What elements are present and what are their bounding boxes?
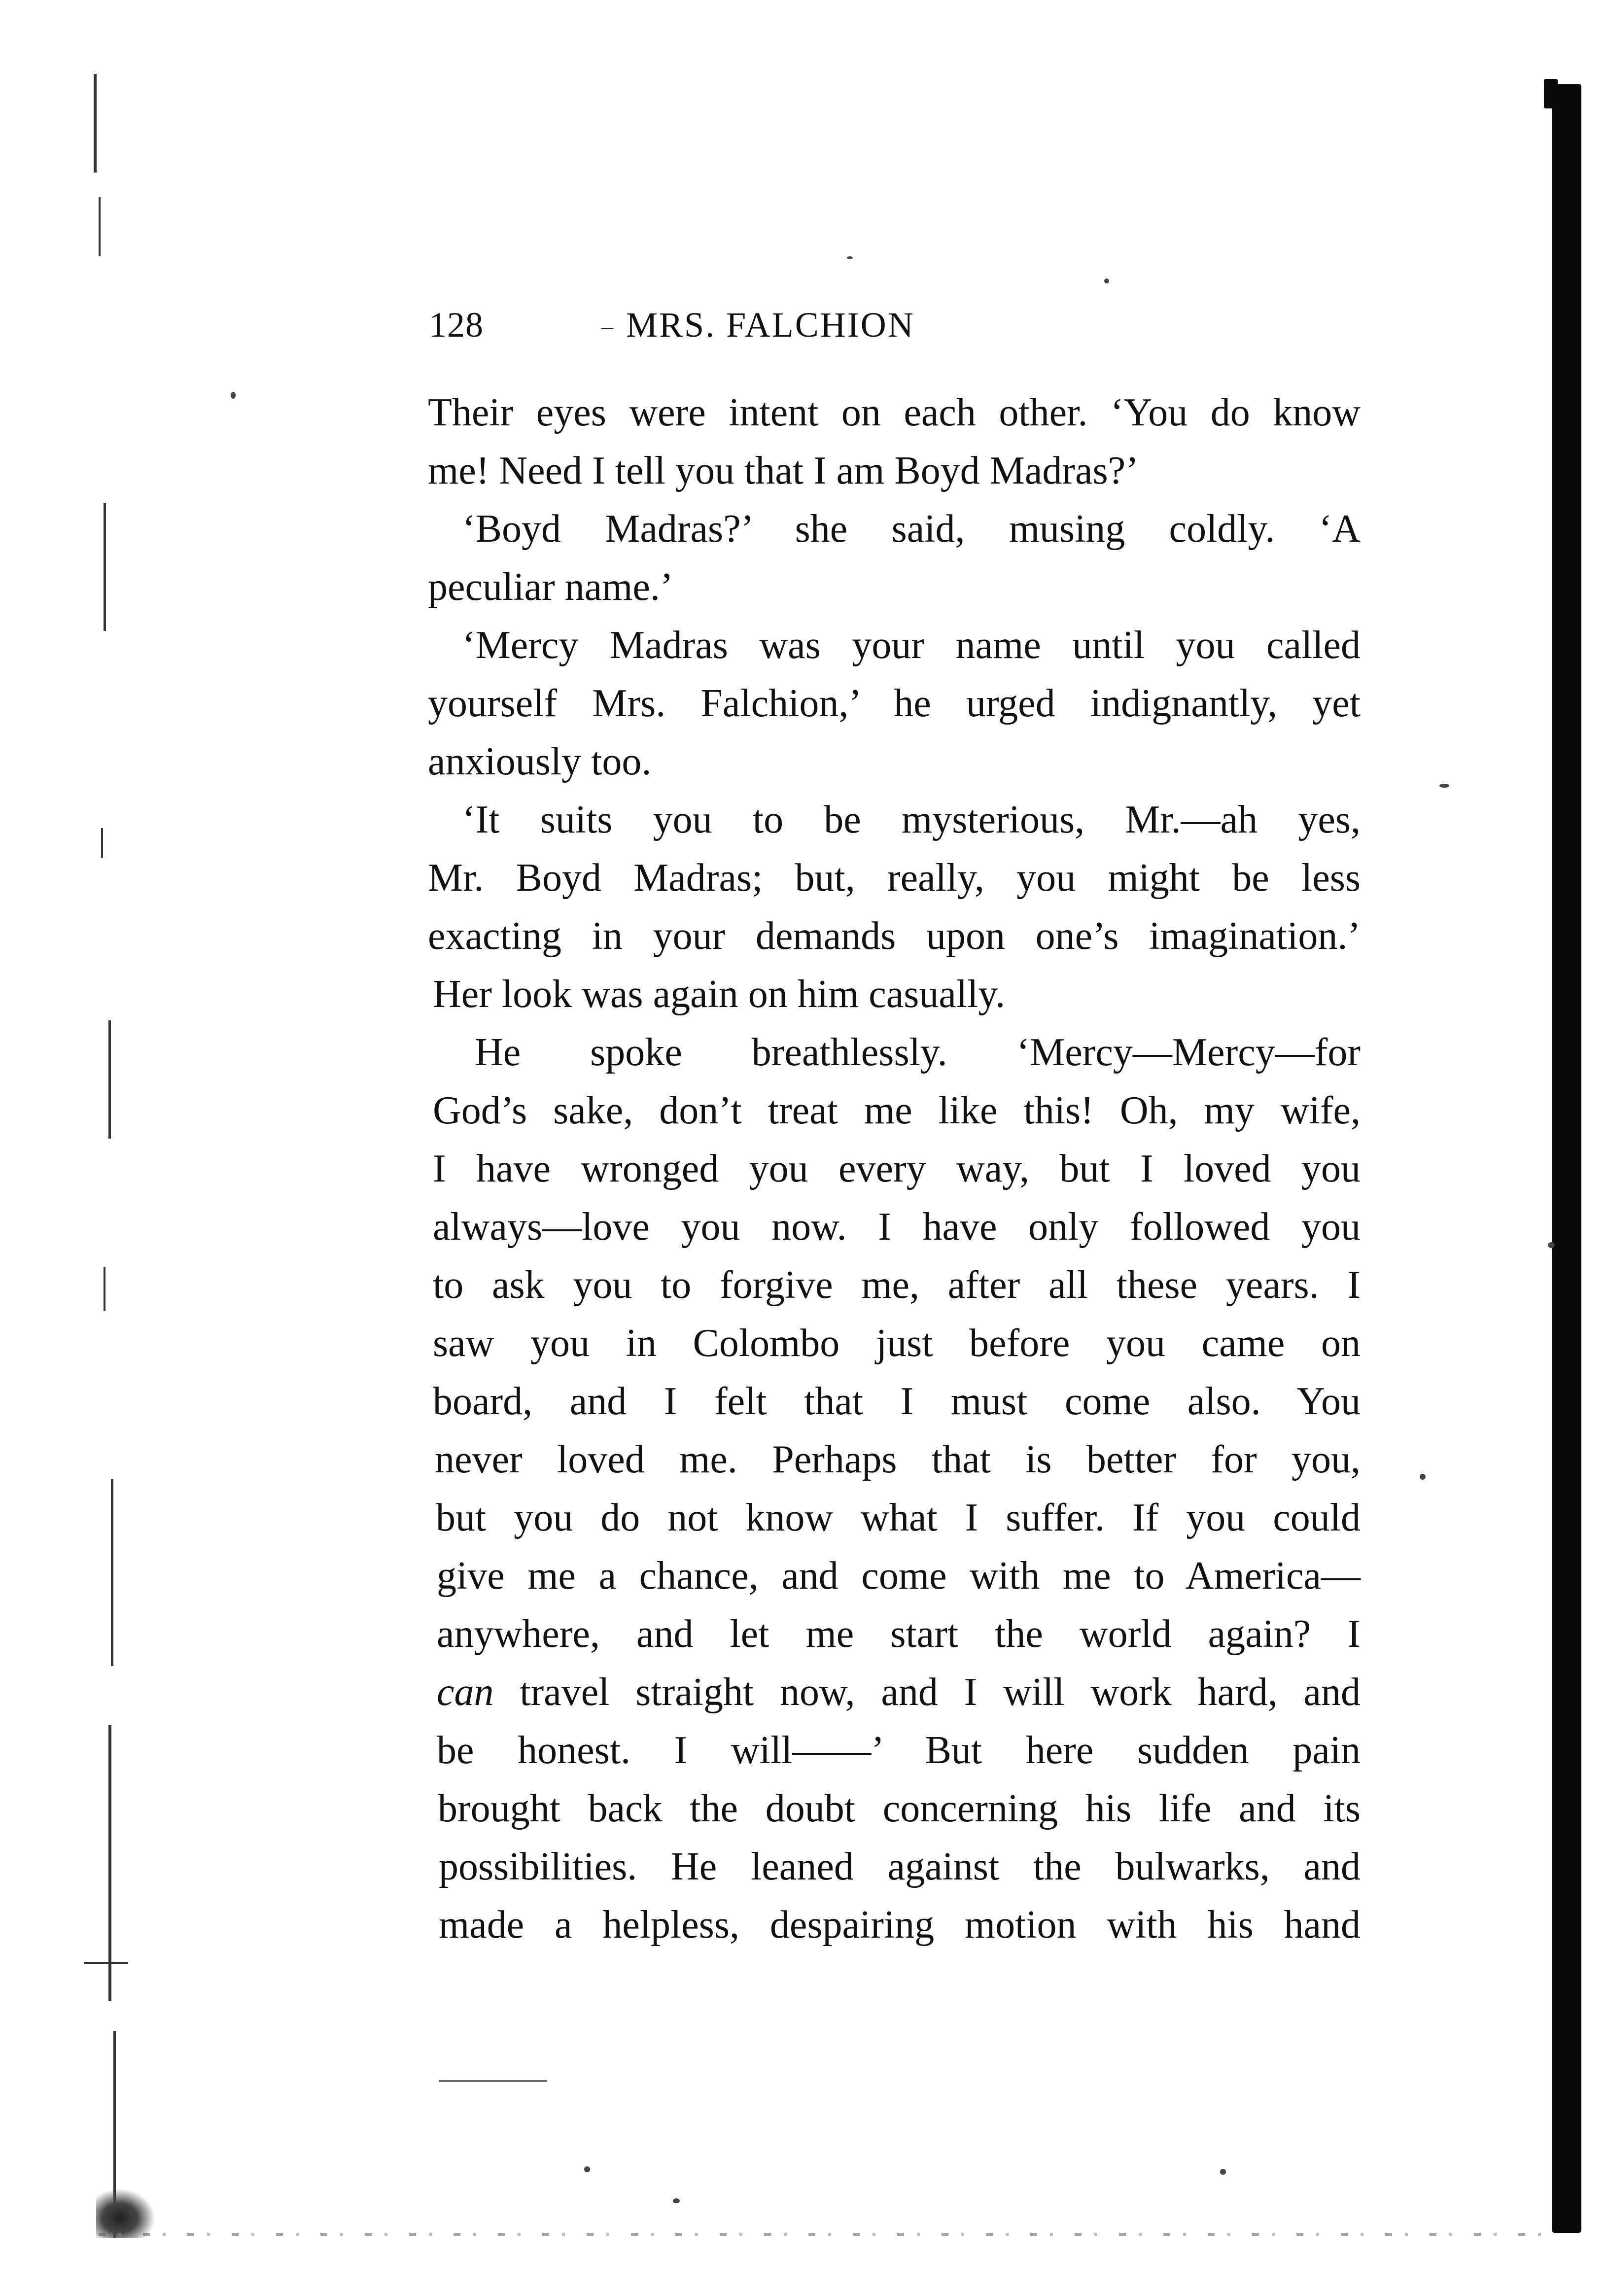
text-line: possibilities. He leaned against the bulwarks, and <box>439 1845 1361 1888</box>
speck <box>584 2166 590 2172</box>
text-line: God’s sake, don’t treat me like this! Oh, my wife, <box>433 1089 1361 1132</box>
text-line: Mr. Boyd Madras; but, really, you might be less <box>428 856 1361 900</box>
text-line: me! Need I tell you that I am Boyd Madras?’ <box>428 449 1139 492</box>
text-line: brought back the doubt concerning his life and its <box>438 1787 1361 1830</box>
text-line: anywhere, and let me start the world again? I <box>437 1612 1361 1656</box>
page-number: 128 <box>429 305 484 345</box>
text-line: ‘Mercy Madras was your name until you called <box>462 624 1361 667</box>
text-line: peculiar name.’ <box>428 565 673 609</box>
text-line: I have wronged you every way, but I loved you <box>433 1147 1361 1190</box>
italic-word: can <box>437 1670 494 1714</box>
text-line: give me a chance, and come with me to America— <box>437 1554 1361 1598</box>
speck <box>439 2080 547 2082</box>
bottom-edge-marks <box>99 2233 1553 2236</box>
binding-spine <box>1552 84 1581 2233</box>
bottom-corner-smudge <box>96 2189 155 2238</box>
text-line: ‘It suits you to be mysterious, Mr.—ah yes, <box>462 798 1361 841</box>
text-line: to ask you to forgive me, after all these years. I <box>433 1263 1361 1307</box>
running-head <box>429 305 1070 349</box>
text-line: Her look was again on him casually. <box>433 973 1006 1016</box>
text-line: made a helpless, despairing motion with his hand <box>439 1903 1361 1947</box>
left-margin-marks <box>74 59 128 2238</box>
speck <box>673 2198 680 2203</box>
text-line: exacting in your demands upon one’s imagination.’ <box>428 914 1361 958</box>
text-line: never loved me. Perhaps that is better for you, <box>435 1438 1361 1481</box>
speck <box>1220 2169 1226 2175</box>
text-line: anxiously too. <box>428 740 652 783</box>
text-line: always—love you now. I have only followed you <box>433 1205 1361 1249</box>
speck <box>1548 1242 1555 1248</box>
speck <box>1439 784 1449 788</box>
text-line: board, and I felt that I must come also. You <box>433 1380 1361 1423</box>
speck <box>1104 278 1109 283</box>
text-line: but you do not know what I suffer. If you could <box>436 1496 1361 1539</box>
speck <box>847 256 853 259</box>
ornament-mark: – <box>601 313 614 340</box>
text-line-rest: travel straight now, and I will work hard, and <box>520 1670 1361 1714</box>
text-line: be honest. I will——’ But here sudden pain <box>437 1729 1361 1772</box>
text-line-with-italic <box>428 1663 1361 1721</box>
speck <box>1420 1474 1426 1480</box>
text-line: saw you in Colombo just before you came on <box>433 1322 1361 1365</box>
text-line: yourself Mrs. Falchion,’ he urged indignantly, yet <box>428 682 1361 725</box>
running-title: MRS. FALCHION <box>626 305 915 345</box>
text-line: He spoke breathlessly. ‘Mercy—Mercy—for <box>475 1031 1361 1074</box>
text-line: ‘Boyd Madras?’ she said, musing coldly. ‘A <box>462 507 1361 551</box>
body-text <box>428 383 1361 1954</box>
text-line: Their eyes were intent on each other. ‘You do know <box>428 391 1361 434</box>
speck <box>231 392 236 399</box>
